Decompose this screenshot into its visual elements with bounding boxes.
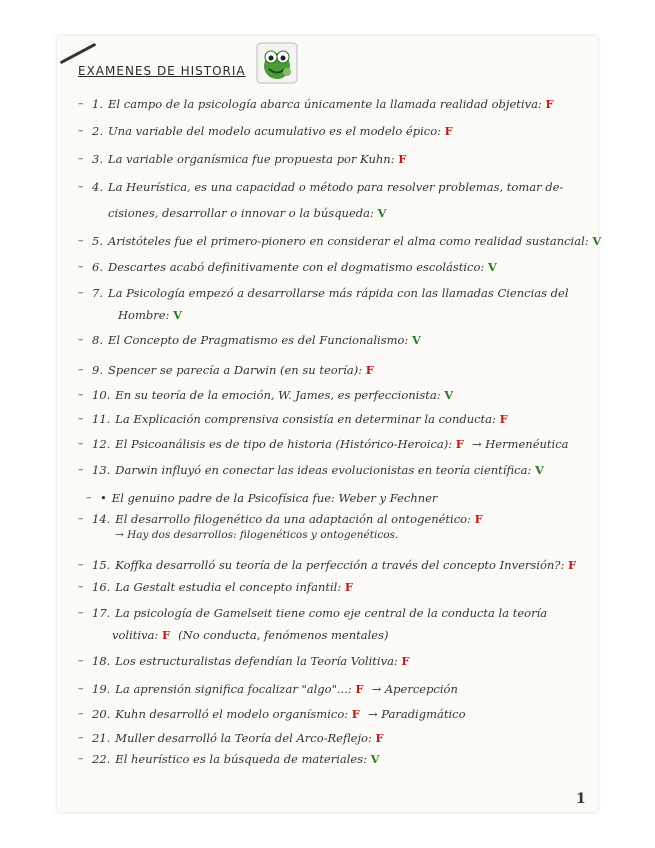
question-number: 19. bbox=[92, 682, 111, 696]
question-item bbox=[92, 731, 384, 745]
frog-sticker-icon bbox=[256, 42, 298, 84]
question-item bbox=[92, 152, 406, 166]
question-item bbox=[92, 580, 353, 594]
question-text: Muller desarrolló la Teoría del Arco-Reflejo: bbox=[115, 731, 376, 745]
question-text: Aristóteles fue el primero-pionero en considerar el alma como realidad sustancial: bbox=[107, 234, 593, 248]
page-number: 1 bbox=[576, 791, 586, 807]
question-number: 5. bbox=[92, 234, 103, 248]
question-number: 6. bbox=[92, 260, 103, 274]
question-number: 8. bbox=[92, 333, 103, 347]
margin-dash: – bbox=[78, 731, 84, 744]
question-item bbox=[112, 628, 389, 642]
subnote: → Hay dos desarrollos: filogenéticos y ontogenéticos. bbox=[115, 529, 399, 541]
question-number: 10. bbox=[92, 388, 111, 402]
margin-dash: – bbox=[78, 180, 84, 193]
answer-false: F bbox=[398, 152, 407, 166]
margin-dash: – bbox=[78, 707, 84, 720]
answer-true: V bbox=[411, 333, 421, 347]
answer-false: F bbox=[499, 412, 508, 426]
question-number: 17. bbox=[92, 606, 111, 620]
margin-dash: – bbox=[78, 152, 84, 165]
question-text: Descartes acabó definitivamente con el dogmatismo escolástico: bbox=[107, 260, 488, 274]
question-text: Darwin influyó en conectar las ideas evolucionistas en teoría científica: bbox=[115, 463, 535, 477]
question-item bbox=[118, 308, 182, 322]
margin-dash: – bbox=[78, 260, 84, 273]
question-text: Una variable del modelo acumulativo es el modelo épico: bbox=[107, 124, 445, 138]
question-item bbox=[92, 124, 453, 138]
margin-dash: – bbox=[78, 654, 84, 667]
question-item bbox=[92, 606, 547, 620]
margin-dash: – bbox=[78, 463, 84, 476]
question-text: El heurístico es la búsqueda de materiales: bbox=[115, 752, 371, 766]
question-text: La aprensión significa focalizar "algo"...: bbox=[115, 682, 356, 696]
question-item bbox=[92, 286, 569, 300]
question-item bbox=[92, 512, 483, 526]
answer-true: V bbox=[377, 206, 387, 220]
question-number: 3. bbox=[92, 152, 103, 166]
question-text: volitiva: bbox=[112, 628, 162, 642]
answer-false: F bbox=[375, 731, 384, 745]
question-text: El desarrollo filogenético da una adaptación al ontogenético: bbox=[115, 512, 475, 526]
answer-false: F bbox=[474, 512, 483, 526]
margin-dash: – bbox=[78, 606, 84, 619]
question-text: Koffka desarrolló su teoría de la perfección a través del concepto Inversión?: bbox=[115, 558, 568, 572]
question-number: 9. bbox=[92, 363, 103, 377]
margin-dash: – bbox=[78, 682, 84, 695]
answer-false: F bbox=[545, 97, 554, 111]
answer-false: F bbox=[355, 682, 364, 696]
question-number: 22. bbox=[92, 752, 111, 766]
margin-dash: – bbox=[78, 97, 84, 110]
question-item bbox=[92, 682, 458, 696]
question-number: 4. bbox=[92, 180, 103, 194]
question-text: Spencer se parecía a Darwin (en su teoría): bbox=[107, 363, 366, 377]
question-text: La psicología de Gamelseit tiene como eje central de la conducta la teoría bbox=[115, 606, 548, 620]
question-item bbox=[92, 97, 554, 111]
question-number: 11. bbox=[92, 412, 111, 426]
question-item bbox=[92, 412, 508, 426]
margin-dash: – bbox=[78, 388, 84, 401]
margin-dash: – bbox=[78, 412, 84, 425]
margin-dash: – bbox=[86, 491, 92, 504]
question-item bbox=[108, 206, 386, 220]
question-text: El genuino padre de la Psicofísica fue: Weber y Fechner bbox=[111, 491, 438, 505]
question-number: 2. bbox=[92, 124, 103, 138]
question-number: 21. bbox=[92, 731, 111, 745]
question-number: 16. bbox=[92, 580, 111, 594]
question-text: La variable organísmica fue propuesta por Kuhn: bbox=[107, 152, 399, 166]
question-number: 12. bbox=[92, 437, 111, 451]
margin-dash: – bbox=[78, 512, 84, 525]
question-number: 7. bbox=[92, 286, 103, 300]
margin-dash: – bbox=[78, 558, 84, 571]
question-text: El Psicoanálisis es de tipo de historia (Histórico-Heroica): bbox=[115, 437, 456, 451]
question-number: 13. bbox=[92, 463, 111, 477]
answer-false: F bbox=[401, 654, 410, 668]
question-number: 20. bbox=[92, 707, 111, 721]
question-item bbox=[92, 388, 453, 402]
question-text: La Gestalt estudia el concepto infantil: bbox=[115, 580, 345, 594]
answer-false: F bbox=[161, 628, 171, 642]
question-text: El campo de la psicología abarca únicamente la llamada realidad objetiva: bbox=[107, 97, 546, 111]
question-text: En su teoría de la emoción, W. James, es perfeccionista: bbox=[115, 388, 445, 402]
answer-false: F bbox=[351, 707, 360, 721]
margin-dash: – bbox=[78, 580, 84, 593]
margin-dash: – bbox=[78, 234, 84, 247]
margin-dash: – bbox=[78, 752, 84, 765]
question-item bbox=[100, 491, 437, 505]
question-text: Hombre: bbox=[118, 308, 174, 322]
margin-dash: – bbox=[78, 363, 84, 376]
correction-note: → Hermenéutica bbox=[471, 437, 569, 451]
question-item bbox=[92, 437, 569, 451]
answer-true: V bbox=[592, 234, 602, 248]
correction-note: → Apercepción bbox=[371, 682, 458, 696]
answer-true: V bbox=[370, 752, 380, 766]
question-item bbox=[92, 260, 497, 274]
question-item bbox=[92, 707, 466, 721]
answer-true: V bbox=[444, 388, 454, 402]
margin-dash: – bbox=[78, 333, 84, 346]
question-number: 18. bbox=[92, 654, 111, 668]
answer-false: F bbox=[365, 363, 374, 377]
question-item bbox=[92, 463, 544, 477]
correction-note: (No conducta, fenómenos mentales) bbox=[178, 628, 389, 642]
answer-false: F bbox=[344, 580, 354, 594]
question-item bbox=[92, 234, 601, 248]
answer-false: F bbox=[567, 558, 577, 572]
answer-true: V bbox=[534, 463, 544, 477]
answer-true: V bbox=[487, 260, 497, 274]
question-item bbox=[92, 333, 421, 347]
answer-false: F bbox=[455, 437, 464, 451]
question-text: La Explicación comprensiva consistía en determinar la conducta: bbox=[115, 412, 500, 426]
question-item bbox=[92, 654, 410, 668]
question-number: • bbox=[100, 491, 107, 505]
question-number: 15. bbox=[92, 558, 111, 572]
question-item bbox=[92, 752, 380, 766]
margin-dash: – bbox=[78, 437, 84, 450]
question-text: cisiones, desarrollar o innovar o la búsqueda: bbox=[108, 206, 378, 220]
answer-true: V bbox=[173, 308, 182, 322]
answer-false: F bbox=[444, 124, 453, 138]
page-title: EXAMENES DE HISTORIA bbox=[78, 64, 246, 78]
question-text: La Psicología empezó a desarrollarse más rápida con las llamadas Ciencias del bbox=[107, 286, 569, 300]
question-item bbox=[92, 180, 563, 194]
correction-note: → Paradigmático bbox=[367, 707, 466, 721]
margin-dash: – bbox=[78, 124, 84, 137]
margin-dash: – bbox=[78, 286, 84, 299]
question-text: La Heurística, es una capacidad o método para resolver problemas, tomar de- bbox=[107, 180, 564, 194]
question-text: Los estructuralistas defendían la Teoría Volitiva: bbox=[115, 654, 402, 668]
question-item bbox=[92, 363, 374, 377]
question-number: 14. bbox=[92, 512, 111, 526]
question-text: Kuhn desarrolló el modelo organísmico: bbox=[115, 707, 352, 721]
question-text: El Concepto de Pragmatismo es del Funcionalismo: bbox=[107, 333, 412, 347]
question-number: 1. bbox=[92, 97, 103, 111]
question-item bbox=[92, 558, 576, 572]
